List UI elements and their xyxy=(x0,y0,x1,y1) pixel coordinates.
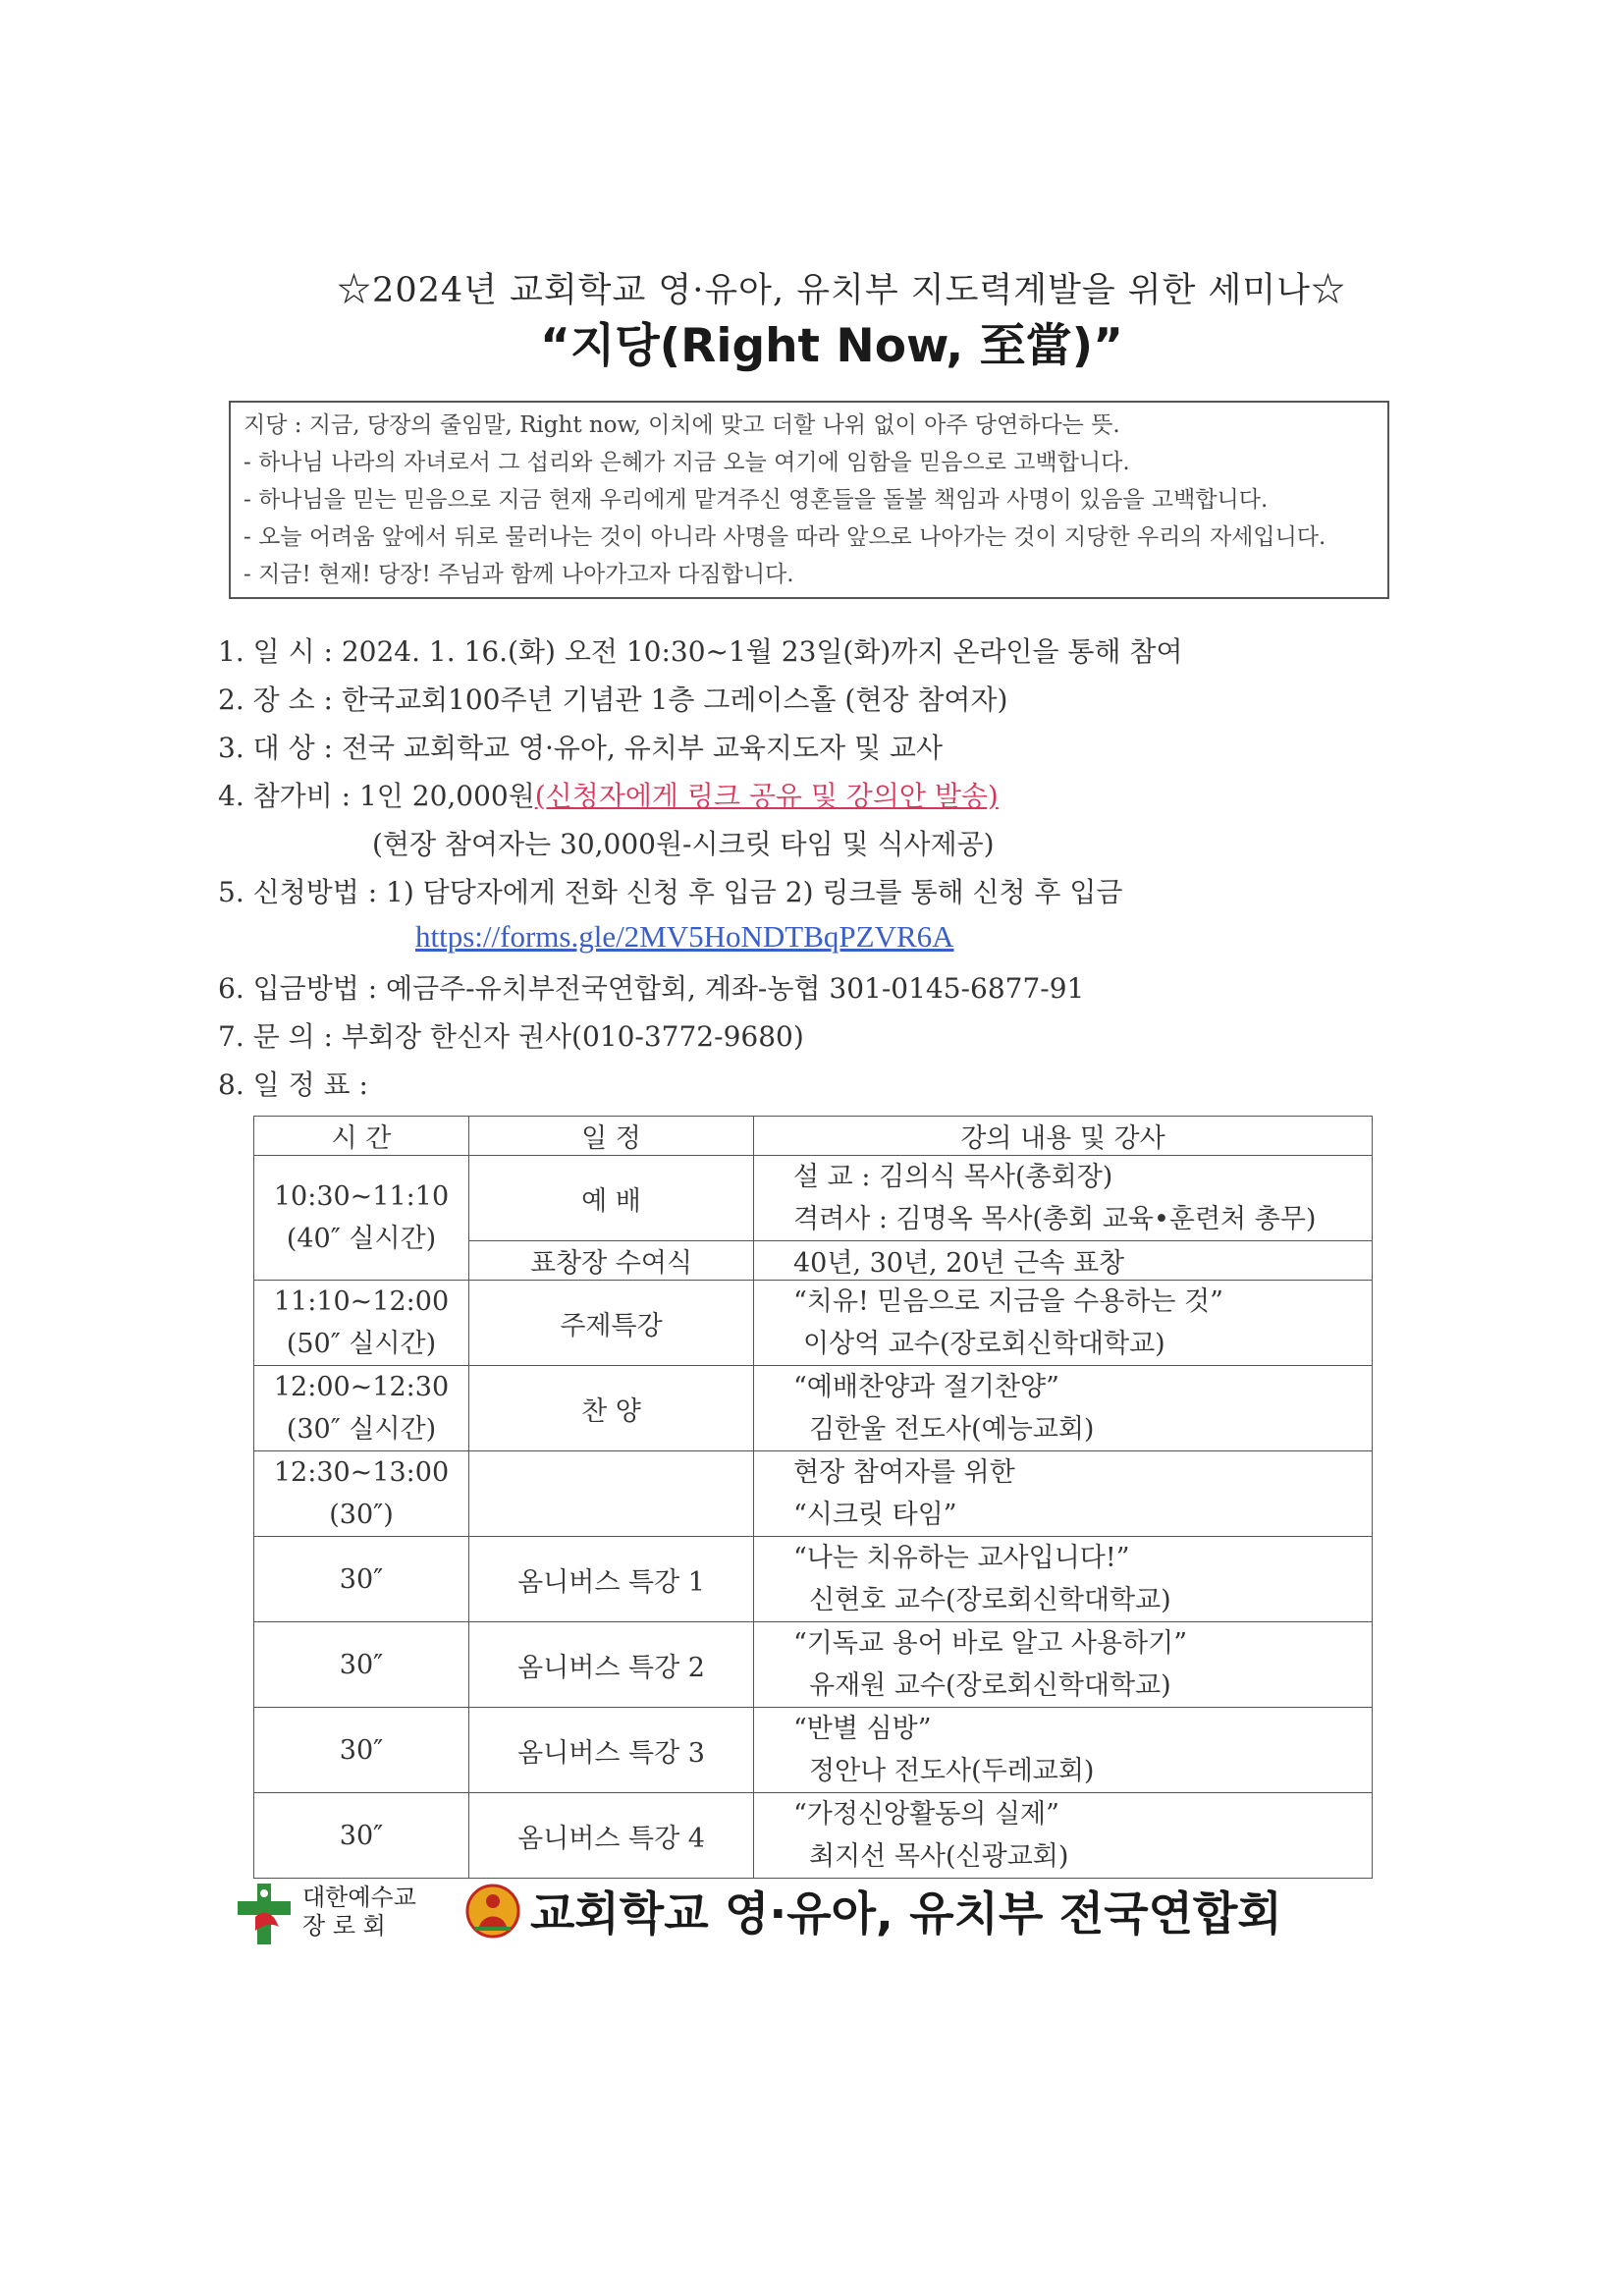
table-row xyxy=(254,1622,1373,1708)
info-place: 2. 장 소 : 한국교회100주년 기념관 1층 그레이스홀 (현장 참여자) xyxy=(218,683,1008,716)
content-cell: “치유! 믿음으로 지금을 수용하는 것” 이상억 교수(장로회신학대학교) xyxy=(754,1281,1373,1366)
table-row xyxy=(254,1366,1373,1451)
event-cell: 옴니버스 특강 2 xyxy=(469,1622,754,1708)
table-row xyxy=(254,1156,1373,1241)
time-cell: 11:10~12:00 (50″ 실시간) xyxy=(254,1281,469,1366)
time-cell: 30″ xyxy=(254,1793,469,1879)
content-cell: “가정신앙활동의 실제” 최지선 목사(신광교회) xyxy=(754,1793,1373,1879)
info-contact: 7. 문 의 : 부회장 한신자 권사(010-3772-9680) xyxy=(218,1020,804,1053)
event-cell: 옴니버스 특강 4 xyxy=(469,1793,754,1879)
definition-line: 지당 : 지금, 당장의 줄임말, Right now, 이치에 맞고 더할 나위 없이 아주 당연하다는 뜻. xyxy=(244,412,1120,438)
event-cell: 옴니버스 특강 1 xyxy=(469,1537,754,1622)
content-cell: 40년, 30년, 20년 근속 표창 xyxy=(754,1241,1373,1281)
fee-note: (신청자에게 링크 공유 및 강의안 발송) xyxy=(534,780,999,812)
event-cell: 주제특강 xyxy=(469,1281,754,1366)
header-content: 강의 내용 및 강사 xyxy=(754,1117,1373,1156)
denomination-name: 대한예수교 장 로 회 xyxy=(302,1884,416,1940)
seminar-title: ☆2024년 교회학교 영·유아, 유치부 지도력계발을 위한 세미나☆ xyxy=(337,271,1346,310)
content-cell: “기독교 용어 바로 알고 사용하기” 유재원 교수(장로회신학대학교) xyxy=(754,1622,1373,1708)
definition-line: - 지금! 현재! 당장! 주님과 함께 나아가고자 다짐합니다. xyxy=(244,562,794,587)
cross-logo-icon xyxy=(236,1882,293,1946)
table-row xyxy=(254,1451,1373,1537)
info-fee xyxy=(218,775,999,814)
info-date: 1. 일 시 : 2024. 1. 16.(화) 오전 10:30~1월 23일(화)까지 온라인을 통해 참여 xyxy=(218,635,1183,668)
definition-box xyxy=(229,401,1389,599)
content-cell: “나는 치유하는 교사입니다!” 신현호 교수(장로회신학대학교) xyxy=(754,1537,1373,1622)
seminar-theme: “지당(Right Now, 至當)” xyxy=(539,319,1124,373)
table-row xyxy=(254,1793,1373,1879)
header-time: 시 간 xyxy=(254,1117,469,1156)
event-cell xyxy=(469,1451,754,1537)
time-cell: 30″ xyxy=(254,1622,469,1708)
content-cell: 현장 참여자를 위한 “시크릿 타임” xyxy=(754,1451,1373,1537)
header-event: 일 정 xyxy=(469,1117,754,1156)
time-cell: 12:00~12:30 (30″ 실시간) xyxy=(254,1366,469,1451)
organization-emblem-icon xyxy=(465,1882,520,1941)
time-cell: 30″ xyxy=(254,1537,469,1622)
apply-link[interactable]: https://forms.gle/2MV5HoNDTBqPZVR6A xyxy=(415,919,954,954)
info-fee-onsite: (현장 참여자는 30,000원-시크릿 타임 및 식사제공) xyxy=(372,828,995,860)
organization-name: 교회학교 영·유아, 유치부 전국연합회 xyxy=(530,1887,1282,1941)
content-cell: “예배찬양과 절기찬양” 김한울 전도사(예능교회) xyxy=(754,1366,1373,1451)
fee-label: 4. 참가비 : 1인 20,000원 xyxy=(218,780,535,812)
time-cell: 12:30~13:00 (30″) xyxy=(254,1451,469,1537)
schedule-table xyxy=(253,1116,1373,1879)
info-schedule-label: 8. 일 정 표 : xyxy=(218,1068,368,1101)
time-cell: 10:30~11:10 (40″ 실시간) xyxy=(254,1156,469,1281)
table-row xyxy=(254,1281,1373,1366)
footer xyxy=(234,1874,1412,1952)
event-cell: 표창장 수여식 xyxy=(469,1241,754,1281)
table-row xyxy=(254,1537,1373,1622)
content-cell: “반별 심방” 정안나 전도사(두레교회) xyxy=(754,1708,1373,1793)
table-row xyxy=(254,1708,1373,1793)
definition-line: - 하나님 나라의 자녀로서 그 섭리와 은혜가 지금 오늘 여기에 임함을 믿음으로 고백합니다. xyxy=(244,450,1130,475)
definition-line: - 오늘 어려움 앞에서 뒤로 물러나는 것이 아니라 사명을 따라 앞으로 나아가는 것이 지당한 우리의 자세입니다. xyxy=(244,524,1326,550)
time-cell: 30″ xyxy=(254,1708,469,1793)
info-payment: 6. 입금방법 : 예금주-유치부전국연합회, 계좌-농협 301-0145-6877-91 xyxy=(218,972,1085,1005)
info-apply: 5. 신청방법 : 1) 담당자에게 전화 신청 후 입금 2) 링크를 통해 신청 후 입금 xyxy=(218,876,1123,908)
content-cell: 설 교 : 김의식 목사(총회장) 격려사 : 김명옥 목사(총회 교육•훈련처 총무) xyxy=(754,1156,1373,1241)
info-target: 3. 대 상 : 전국 교회학교 영·유아, 유치부 교육지도자 및 교사 xyxy=(218,732,944,764)
event-cell: 예 배 xyxy=(469,1156,754,1241)
event-cell: 옴니버스 특강 3 xyxy=(469,1708,754,1793)
definition-line: - 하나님을 믿는 믿음으로 지금 현재 우리에게 맡겨주신 영혼들을 돌볼 책임과 사명이 있음을 고백합니다. xyxy=(244,487,1269,513)
table-header-row xyxy=(254,1117,1373,1156)
event-cell: 찬 양 xyxy=(469,1366,754,1451)
